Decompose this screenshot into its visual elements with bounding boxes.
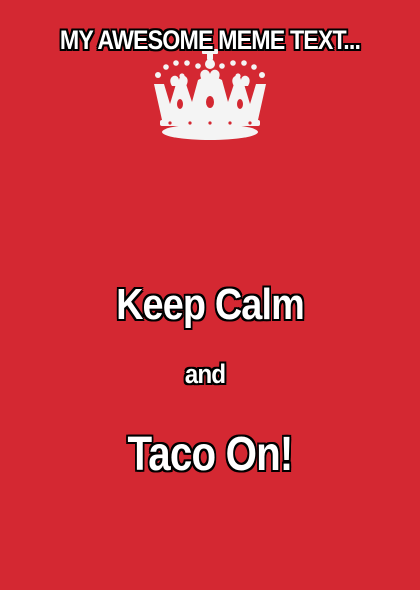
and-text: and [184,359,226,389]
top-meme-text: MY AWESOME MEME TEXT... [59,25,361,55]
keep-calm-text: Keep Calm [116,280,304,329]
taco-on-text: Taco On! [127,428,293,481]
